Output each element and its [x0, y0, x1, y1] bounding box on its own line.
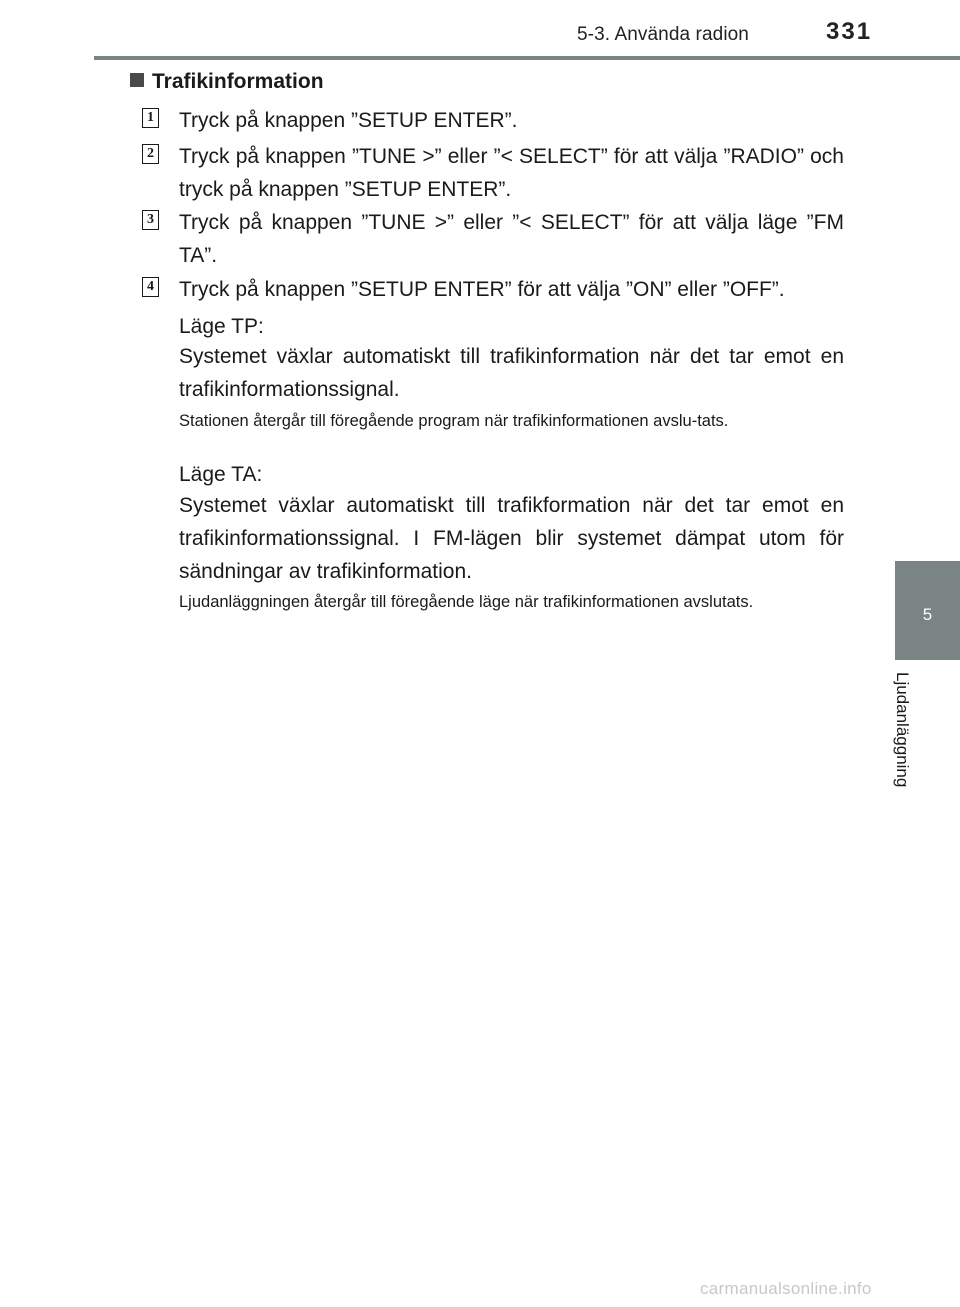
mode-tp-note: Stationen återgår till föregående program när trafikinformationen avslu-tats.: [179, 412, 729, 430]
chapter-label-container: [893, 672, 926, 812]
header-rule: [94, 56, 960, 60]
step-number-badge: 4: [142, 277, 159, 297]
step-text: Tryck på knappen ”SETUP ENTER” för att välja ”ON” eller ”OFF”.: [179, 278, 785, 301]
step-text: Tryck på knappen ”TUNE >” eller ”< SELECT” för att välja läge ”FM TA”.: [179, 211, 844, 267]
watermark: carmanualsonline.info: [700, 1279, 872, 1298]
square-bullet-icon: [130, 73, 144, 87]
step-number-badge: 3: [142, 210, 159, 230]
step-number-badge: 2: [142, 144, 159, 164]
chapter-tab: [895, 561, 960, 660]
step-text: Tryck på knappen ”TUNE >” eller ”< SELECT” för att välja ”RADIO” och tryck på knappen ”SETUP ENTER”.: [179, 145, 844, 201]
step-text: Tryck på knappen ”SETUP ENTER”.: [179, 109, 518, 132]
mode-tp-label: Läge TP:: [179, 315, 264, 338]
section-title: 5-3. Använda radion: [577, 24, 749, 45]
page-number: 331: [826, 18, 873, 45]
mode-ta-text: Systemet växlar automatiskt till trafikformation när det tar emot en trafikinformationssignal. I FM-lägen blir systemet dämpat utom för sändningar av trafikinformation.: [179, 494, 844, 583]
chapter-label: Ljudanläggning: [893, 672, 912, 788]
section-heading-text: Trafikinformation: [152, 70, 324, 93]
mode-ta-note: Ljudanläggningen återgår till föregående läge när trafikinformationen avslutats.: [179, 593, 754, 611]
mode-tp-text: Systemet växlar automatiskt till trafikinformation när det tar emot en trafikinformationssignal.: [179, 345, 844, 401]
chapter-number: 5: [922, 605, 933, 624]
page-header: [0, 0, 960, 60]
mode-ta-label: Läge TA:: [179, 463, 263, 486]
section-heading: [130, 70, 324, 94]
step-number-badge: 1: [142, 108, 159, 128]
